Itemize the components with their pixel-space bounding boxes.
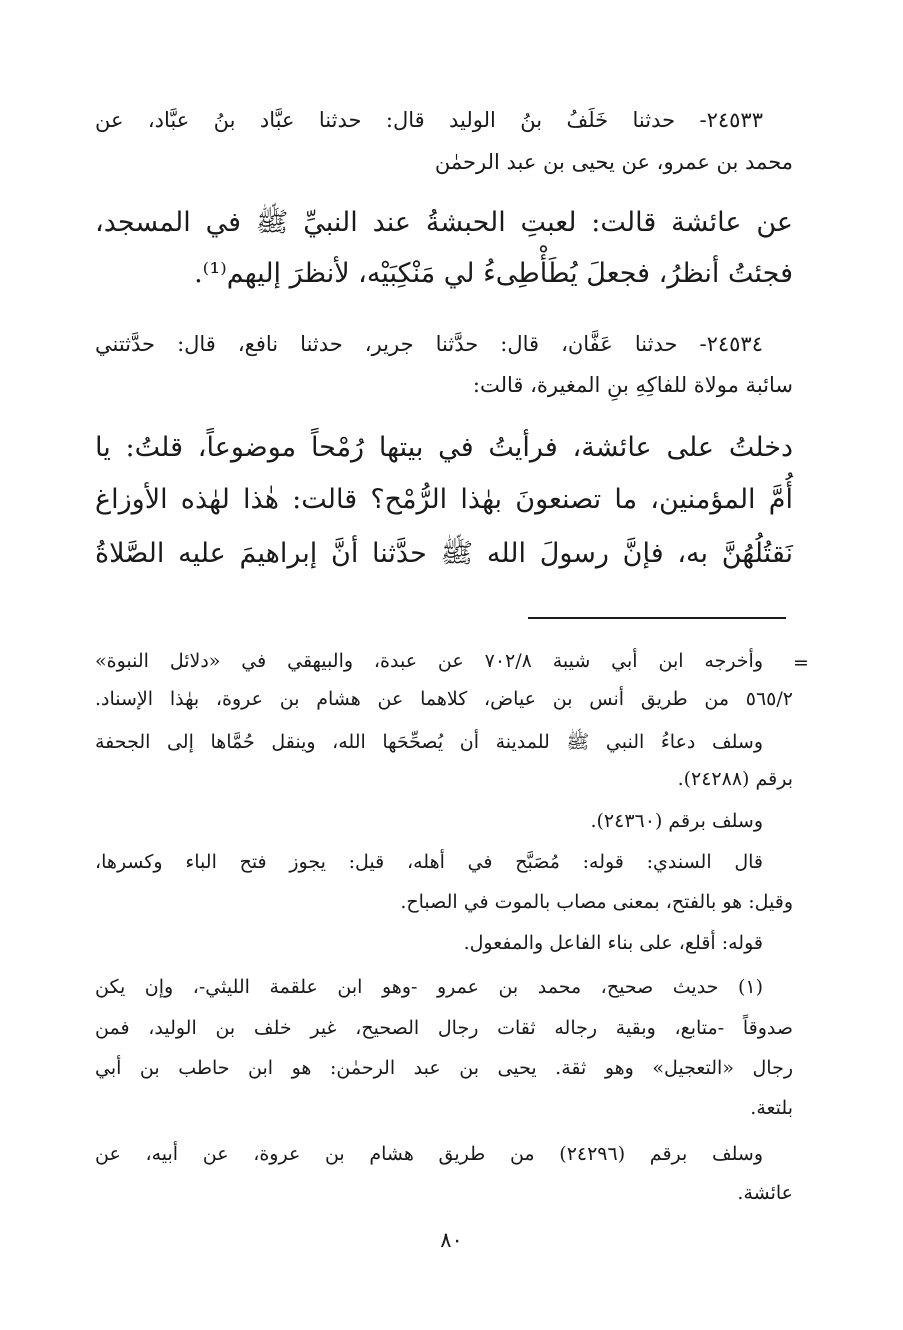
footnote-line-6: قال السندي: قوله: مُصَبَّح في أهله، قيل: يجوز فتح الباء وكسرها،: [95, 851, 763, 873]
footnote-line-5: وسلف برقم (٢٤٣٦٠).: [590, 810, 763, 832]
hadith-24534-isnad-line-2: سائبة مولاة للفاكِهِ بنِ المغيرة، قالت:: [472, 373, 793, 397]
footnote-line-7: وقيل: هو بالفتح، بمعنى مصاب بالموت في الصباح.: [400, 891, 793, 913]
hadith-24534-isnad-line-1: ٢٤٥٣٤- حدثنا عَفَّان، قال: حدَّثنا جرير، حدثنا نافع، قال: حدَّثتني: [95, 332, 763, 356]
hadith-24533-isnad-line-2: محمد بن عمرو، عن يحيى بن عبد الرحمٰن: [434, 150, 793, 174]
footnote-line-1: وأخرجه ابن أبي شيبة ٧٠٢/٨ عن عبدة، والبيهقي في «دلائل النبوة»: [95, 650, 764, 672]
footnote-line-3: وسلف دعاءُ النبي ﷺ للمدينة أن يُصحِّحَها الله، وينقل حُمَّاها إلى الجحفة: [95, 731, 763, 753]
footnote-continuation-mark: =: [793, 652, 809, 674]
hadith-24533-isnad-line-1: ٢٤٥٣٣- حدثنا خَلَفُ بنُ الوليد قال: حدثنا عبَّاد بنُ عبَّاد، عن: [95, 108, 763, 132]
hadith-24533-matn-line-1: عن عائشة قالت: لعبتِ الحبشةُ عند النبيِّ ﷺ في المسجد،: [95, 207, 793, 238]
hadith-24534-matn-line-1: دخلتُ على عائشة، فرأيتُ في بيتها رُمْحاً موضوعاً، قلتُ: يا: [95, 432, 793, 463]
hadith-24534-matn-line-2: أُمَّ المؤمنين، ما تصنعونَ بهٰذا الرُّمْح؟ قالت: هٰذا لهٰذه الأوزاغ: [95, 484, 793, 515]
hadith-24533-matn-line-2: فجئتُ أنظرُ، فجعلَ يُطَأْطِىءُ لي مَنْكِبَيْه، لأنظرَ إليهم⁽¹⁾.: [194, 258, 793, 289]
page-number: ٨٠: [440, 1228, 463, 1252]
footnote-line-2: ٥٦٥/٢ من طريق أنس بن عياض، كلاهما عن هشام بن عروة، بهٰذا الإسناد.: [95, 688, 793, 710]
footnote-separator: [528, 617, 786, 619]
footnote-line-8: قوله: أقلع، على بناء الفاعل والمفعول.: [463, 932, 763, 954]
hadith-24534-matn-line-3: نَقتُلُهُنَّ به، فإنَّ رسولَ الله ﷺ حدَّثنا أنَّ إبراهيمَ عليه الصَّلاةُ: [95, 538, 793, 569]
footnote-1-line-4: بلتعة.: [750, 1097, 793, 1119]
footnote-1-line-5: وسلف برقم (٢٤٢٩٦) من طريق هشام بن عروة، عن أبيه، عن: [95, 1143, 764, 1165]
footnote-1-line-3: رجال «التعجيل» وهو ثقة. يحيى بن عبد الرحمٰن: هو ابن حاطب بن أبي: [95, 1057, 793, 1079]
footnote-1-line-6: عائشة.: [737, 1182, 793, 1204]
footnote-line-4: برقم (٢٤٢٨٨).: [677, 768, 793, 790]
footnote-1-line-2: صدوقاً -متابع، وبقية رجاله ثقات رجال الصحيح، غير خلف بن الوليد، فمن: [95, 1017, 793, 1039]
footnote-1-line-1: (١) حديث صحيح، محمد بن عمرو -وهو ابن علقمة الليثي-، وإن يكن: [95, 976, 763, 998]
